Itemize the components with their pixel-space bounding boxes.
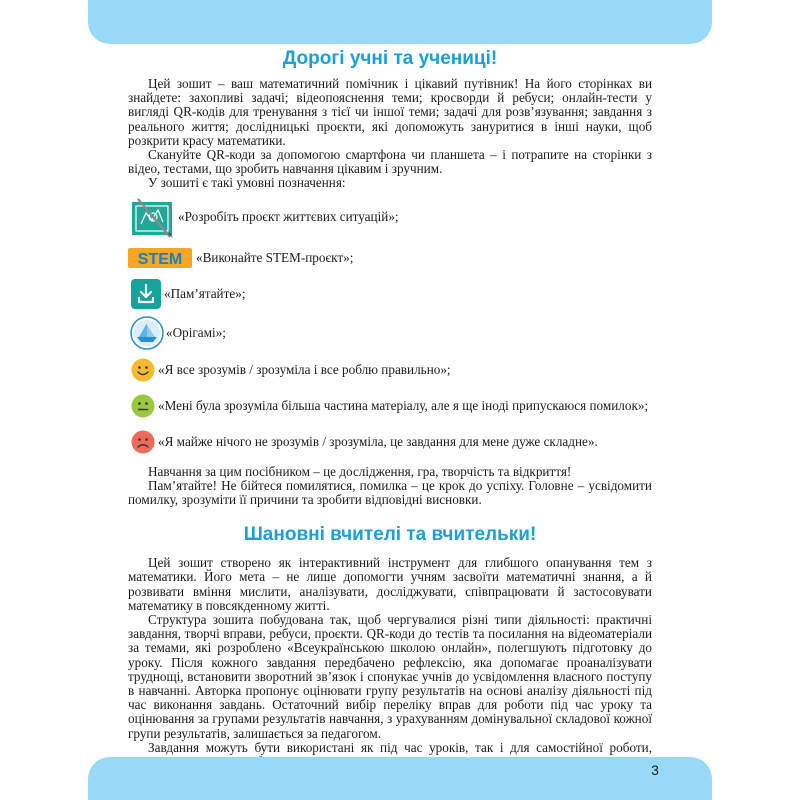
students-paragraph-3: У зошиті є такі умовні позначення: <box>148 175 346 191</box>
legend-item-remember <box>128 277 652 311</box>
teachers-paragraph-3: Завдання можуть бути використані як під час уроків, так і для самостійної роботи, <box>148 739 652 755</box>
legend-item-happy <box>128 355 652 385</box>
legend-text-stem: «Виконайте STEM-проєкт»; <box>196 249 354 265</box>
legend-item-neutral <box>128 390 652 422</box>
students-paragraph-1: Цей зошит – ваш математичний помічник і цікавий путівник! На його сторінках ви знайдете: захопливі задачі; відеопояснення теми; кросворди й ребуси; онлайн-тести у вигляді QR-кодів для тренування з тієї чи іншої теми; задачі для розв’язування; завдання з реального життя; дослідницькі проєкти, які допоможуть зануритися в інші науки, щоб розкрити красу математики. <box>128 76 652 148</box>
legend-item-origami <box>128 315 652 351</box>
project-icon <box>128 195 178 239</box>
stem-icon-label: STEM <box>137 250 183 268</box>
teachers-paragraph-1: Цей зошит створено як інтерактивний інструмент для глибшого опанування тем з математики. Його мета – не лише допомогти учням засвоїти математичні знання, а й розвивати вміння мислити, аналізувати, досліджувати, співпрацювати й застосовувати математику в повсякденному житті. <box>128 555 652 613</box>
happy-face-icon <box>128 356 158 384</box>
students-closing <box>128 465 652 508</box>
legend-text-sad: «Я майже нічого не зрозумів / зрозуміла, це завдання для мене дуже складне». <box>158 433 598 449</box>
legend-text-happy: «Я все зрозумів / зрозуміла і все роблю правильно»; <box>158 361 451 377</box>
legend-text-remember: «Пам’ятайте»; <box>164 285 246 301</box>
page-content <box>128 44 652 783</box>
legend-item-project <box>128 195 652 239</box>
teachers-paragraph-2: Структура зошита побудована так, щоб чергувалися різні типи діяльності: практичні завдання, творчі вправи, ребуси, проєкти. QR-коди до тестів та посилання на відеоматеріали за темами, які розроблено «Всеукраїнською школою онлайн», полегшують підготовку до уроку. Після кожного завдання передбачено рефлексію, яка допомагає проаналізувати труднощі, встановити зворотний зв’язок і спонукає учнів до усвідомлення власного поступу в навчанні. Авторка пропонує оцінювати групу результатів на основі аналізу діяльності під час виконання завдань. Остаточний вибір переліку вправ для роботи під час уроку та оцінювання за групами результатів навчання, з урахуванням домінувальної складової кожної групи результатів, залишається за педагогом. <box>128 612 652 741</box>
origami-icon <box>128 315 166 351</box>
neutral-face-icon <box>128 392 158 420</box>
legend-text-project: «Розробіть проєкт життєвих ситуацій»; <box>178 208 399 224</box>
students-paragraph-2: Скануйте QR-коди за допомогою смартфона чи планшета – і потрапите на сторінки з відео, тестами, що зробить навчання цікавим і зручним. <box>128 147 652 177</box>
sad-face-icon <box>128 428 158 456</box>
legend-item-stem <box>128 243 652 273</box>
legend-list <box>128 195 652 457</box>
page-number: 3 <box>651 762 659 778</box>
students-heading: Дорогі учні та учениці! <box>282 48 498 69</box>
legend-text-neutral: «Мені була зрозуміла більша частина матеріалу, але я ще іноді припускаюся помилок»; <box>158 397 649 413</box>
students-closing-1: Навчання за цим посібником – це дослідження, гра, творчість та відкриття! <box>148 463 572 479</box>
students-closing-2: Пам’ятайте! Не бійтеся помилятися, помилка – це крок до успіху. Головне – усвідомити помилку, зрозуміти її причини та зробити відповідні висновки. <box>128 477 652 508</box>
bottom-decorative-band <box>88 757 712 800</box>
stem-icon <box>128 246 192 270</box>
teachers-heading: Шановні вчителі та вчительки! <box>243 524 537 546</box>
remember-icon <box>128 278 164 310</box>
legend-item-sad <box>128 427 652 457</box>
legend-text-origami: «Орігамі»; <box>166 324 226 340</box>
top-decorative-band <box>88 0 712 44</box>
